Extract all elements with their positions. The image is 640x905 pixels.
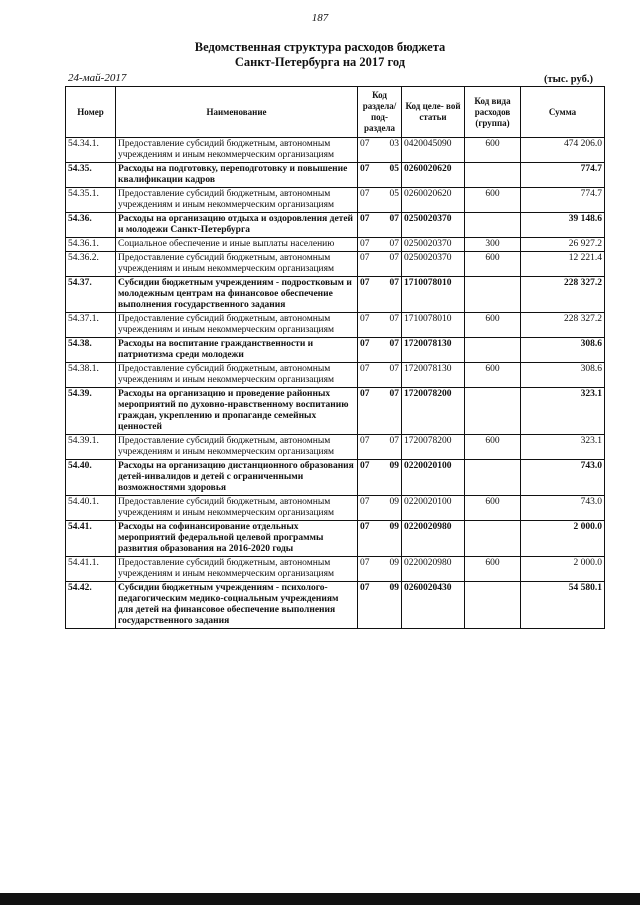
row-expense-type: 600 [465, 557, 521, 582]
row-expense-type [465, 460, 521, 496]
table-row [66, 277, 605, 313]
row-target-code: 1710078010 [402, 277, 465, 313]
row-expense-type: 600 [465, 313, 521, 338]
row-number: 54.41.1. [66, 557, 116, 582]
row-sum: 2 000.0 [521, 557, 605, 582]
row-section-code: 07 [360, 583, 370, 593]
row-expense-type: 600 [465, 496, 521, 521]
row-name: Предоставление субсидий бюджетным, автономным учреждениям и иным некоммерческим организациям [116, 252, 358, 277]
row-name: Расходы на организацию дистанционного образования детей-инвалидов и детей с ограниченными возможностями здоровья [116, 460, 358, 496]
title-line-2: Санкт-Петербурга на 2017 год [234, 55, 406, 69]
table-row [66, 313, 605, 338]
row-name: Расходы на организацию отдыха и оздоровления детей и молодежи Санкт-Петербурга [116, 213, 358, 238]
row-name: Предоставление субсидий бюджетным, автономным учреждениям и иным некоммерческим организациям [116, 557, 358, 582]
scan-edge-band [0, 893, 640, 905]
row-number: 54.39.1. [66, 435, 116, 460]
row-section [358, 252, 402, 277]
budget-table [65, 86, 605, 629]
row-section-code: 07 [360, 389, 370, 399]
row-section-code: 07 [360, 522, 370, 532]
row-subsection-code: 09 [389, 558, 399, 568]
row-sum: 743.0 [521, 460, 605, 496]
header-name: Наименование [116, 87, 358, 138]
row-name: Предоставление субсидий бюджетным, автономным учреждениям и иным некоммерческим организациям [116, 363, 358, 388]
row-section-code: 07 [360, 314, 370, 324]
row-section-code: 07 [360, 364, 370, 374]
row-expense-type [465, 582, 521, 629]
row-target-code: 0220020980 [402, 557, 465, 582]
row-section-code: 07 [360, 436, 370, 446]
row-target-code: 0220020980 [402, 521, 465, 557]
row-target-code: 1720078200 [402, 435, 465, 460]
row-number: 54.36. [66, 213, 116, 238]
row-sum: 774.7 [521, 188, 605, 213]
header-section: Код раздела/ под- раздела [358, 87, 402, 138]
row-subsection-code: 07 [389, 339, 399, 349]
row-number: 54.40.1. [66, 496, 116, 521]
row-name: Социальное обеспечение и иные выплаты населению [116, 238, 358, 252]
row-subsection-code: 03 [389, 139, 399, 149]
table-row [66, 252, 605, 277]
table-row [66, 521, 605, 557]
row-section [358, 188, 402, 213]
row-section [358, 388, 402, 435]
row-sum: 308.6 [521, 338, 605, 363]
row-name: Предоставление субсидий бюджетным, автономным учреждениям и иным некоммерческим организациям [116, 188, 358, 213]
row-section [358, 521, 402, 557]
row-number: 54.41. [66, 521, 116, 557]
row-target-code: 1720078130 [402, 338, 465, 363]
row-section [358, 496, 402, 521]
row-section-code: 07 [360, 278, 370, 288]
row-number: 54.35. [66, 163, 116, 188]
table-row [66, 496, 605, 521]
row-name: Расходы на организацию и проведение районных мероприятий по духовно-нравственному воспитанию граждан, укреплению и пропаганде семейных ценностей [116, 388, 358, 435]
table-row [66, 213, 605, 238]
row-target-code: 0220020100 [402, 496, 465, 521]
row-number: 54.37.1. [66, 313, 116, 338]
row-number: 54.36.1. [66, 238, 116, 252]
row-name: Предоставление субсидий бюджетным, автономным учреждениям и иным некоммерческим организациям [116, 435, 358, 460]
row-section-code: 07 [360, 189, 370, 199]
row-subsection-code: 07 [389, 253, 399, 263]
row-sum: 774.7 [521, 163, 605, 188]
row-sum: 323.1 [521, 388, 605, 435]
row-name: Расходы на воспитание гражданственности и патриотизма среди молодежи [116, 338, 358, 363]
row-section-code: 07 [360, 239, 370, 249]
row-number: 54.42. [66, 582, 116, 629]
row-sum: 474 206.0 [521, 138, 605, 163]
row-subsection-code: 05 [389, 164, 399, 174]
table-row [66, 557, 605, 582]
row-section [358, 138, 402, 163]
row-name: Предоставление субсидий бюджетным, автономным учреждениям и иным некоммерческим организациям [116, 138, 358, 163]
row-name: Предоставление субсидий бюджетным, автономным учреждениям и иным некоммерческим организациям [116, 313, 358, 338]
row-subsection-code: 09 [389, 461, 399, 471]
row-section [358, 582, 402, 629]
row-sum: 228 327.2 [521, 277, 605, 313]
row-expense-type: 600 [465, 138, 521, 163]
row-subsection-code: 07 [389, 436, 399, 446]
row-sum: 39 148.6 [521, 213, 605, 238]
row-subsection-code: 05 [389, 189, 399, 199]
row-section [358, 238, 402, 252]
row-number: 54.37. [66, 277, 116, 313]
row-number: 54.39. [66, 388, 116, 435]
row-expense-type: 600 [465, 435, 521, 460]
table-header-row [66, 87, 605, 138]
row-section [358, 363, 402, 388]
row-section-code: 07 [360, 461, 370, 471]
row-section [358, 435, 402, 460]
row-target-code: 0420045090 [402, 138, 465, 163]
table-row [66, 188, 605, 213]
table-row [66, 460, 605, 496]
row-number: 54.36.2. [66, 252, 116, 277]
row-sum: 323.1 [521, 435, 605, 460]
row-target-code: 0250020370 [402, 213, 465, 238]
row-subsection-code: 07 [389, 389, 399, 399]
row-subsection-code: 07 [389, 364, 399, 374]
row-name: Расходы на подготовку, переподготовку и повышение квалификации кадров [116, 163, 358, 188]
row-name: Расходы на софинансирование отдельных мероприятий федеральной целевой программы развития образования на 2016-2020 годы [116, 521, 358, 557]
row-section-code: 07 [360, 214, 370, 224]
row-expense-type: 600 [465, 252, 521, 277]
row-expense-type [465, 213, 521, 238]
page-number: 187 [311, 12, 329, 24]
row-expense-type [465, 521, 521, 557]
row-sum: 54 580.1 [521, 582, 605, 629]
table-row [66, 435, 605, 460]
row-subsection-code: 09 [389, 522, 399, 532]
row-expense-type [465, 388, 521, 435]
row-section-code: 07 [360, 558, 370, 568]
row-target-code: 1710078010 [402, 313, 465, 338]
row-section [358, 213, 402, 238]
row-section-code: 07 [360, 139, 370, 149]
row-name: Субсидии бюджетным учреждениям - психолого-педагогическим медико-социальным учреждениям для детей на финансовое обеспечение выполнения государственного задания [116, 582, 358, 629]
table-row [66, 238, 605, 252]
row-expense-type [465, 163, 521, 188]
row-subsection-code: 09 [389, 583, 399, 593]
table-row [66, 388, 605, 435]
header-number: Номер [66, 87, 116, 138]
row-subsection-code: 07 [389, 214, 399, 224]
row-target-code: 0220020100 [402, 460, 465, 496]
row-section-code: 07 [360, 339, 370, 349]
header-target: Код целе- вой статьи [402, 87, 465, 138]
row-target-code: 1720078130 [402, 363, 465, 388]
row-section [358, 163, 402, 188]
row-subsection-code: 09 [389, 497, 399, 507]
table-row [66, 338, 605, 363]
document-title [0, 40, 640, 70]
row-number: 54.35.1. [66, 188, 116, 213]
row-sum: 308.6 [521, 363, 605, 388]
row-section-code: 07 [360, 164, 370, 174]
row-section [358, 277, 402, 313]
row-sum: 228 327.2 [521, 313, 605, 338]
table-row [66, 163, 605, 188]
row-target-code: 0260020620 [402, 188, 465, 213]
row-number: 54.40. [66, 460, 116, 496]
row-target-code: 0260020620 [402, 163, 465, 188]
table-row [66, 582, 605, 629]
row-sum: 12 221.4 [521, 252, 605, 277]
title-line-1: Ведомственная структура расходов бюджета [194, 40, 446, 54]
header-expense-type: Код вида расходов (группа) [465, 87, 521, 138]
units-label: (тыс. руб.) [544, 74, 593, 85]
header-sum: Сумма [521, 87, 605, 138]
row-target-code: 1720078200 [402, 388, 465, 435]
row-target-code: 0260020430 [402, 582, 465, 629]
row-expense-type [465, 338, 521, 363]
row-name: Субсидии бюджетным учреждениям - подростковым и молодежным центрам на финансовое обеспечение выполнения государственного задания [116, 277, 358, 313]
row-expense-type [465, 277, 521, 313]
table-row [66, 363, 605, 388]
row-sum: 2 000.0 [521, 521, 605, 557]
row-number: 54.34.1. [66, 138, 116, 163]
row-section [358, 460, 402, 496]
row-section [358, 557, 402, 582]
row-expense-type: 600 [465, 188, 521, 213]
row-subsection-code: 07 [389, 239, 399, 249]
row-sum: 26 927.2 [521, 238, 605, 252]
document-date: 24-май-2017 [68, 72, 127, 84]
row-section [358, 338, 402, 363]
row-number: 54.38. [66, 338, 116, 363]
row-sum: 743.0 [521, 496, 605, 521]
table-row [66, 138, 605, 163]
row-section [358, 313, 402, 338]
row-name: Предоставление субсидий бюджетным, автономным учреждениям и иным некоммерческим организациям [116, 496, 358, 521]
row-section-code: 07 [360, 253, 370, 263]
row-target-code: 0250020370 [402, 252, 465, 277]
table-body [66, 138, 605, 629]
row-subsection-code: 07 [389, 314, 399, 324]
row-subsection-code: 07 [389, 278, 399, 288]
row-number: 54.38.1. [66, 363, 116, 388]
row-section-code: 07 [360, 497, 370, 507]
row-expense-type: 300 [465, 238, 521, 252]
row-expense-type: 600 [465, 363, 521, 388]
row-target-code: 0250020370 [402, 238, 465, 252]
